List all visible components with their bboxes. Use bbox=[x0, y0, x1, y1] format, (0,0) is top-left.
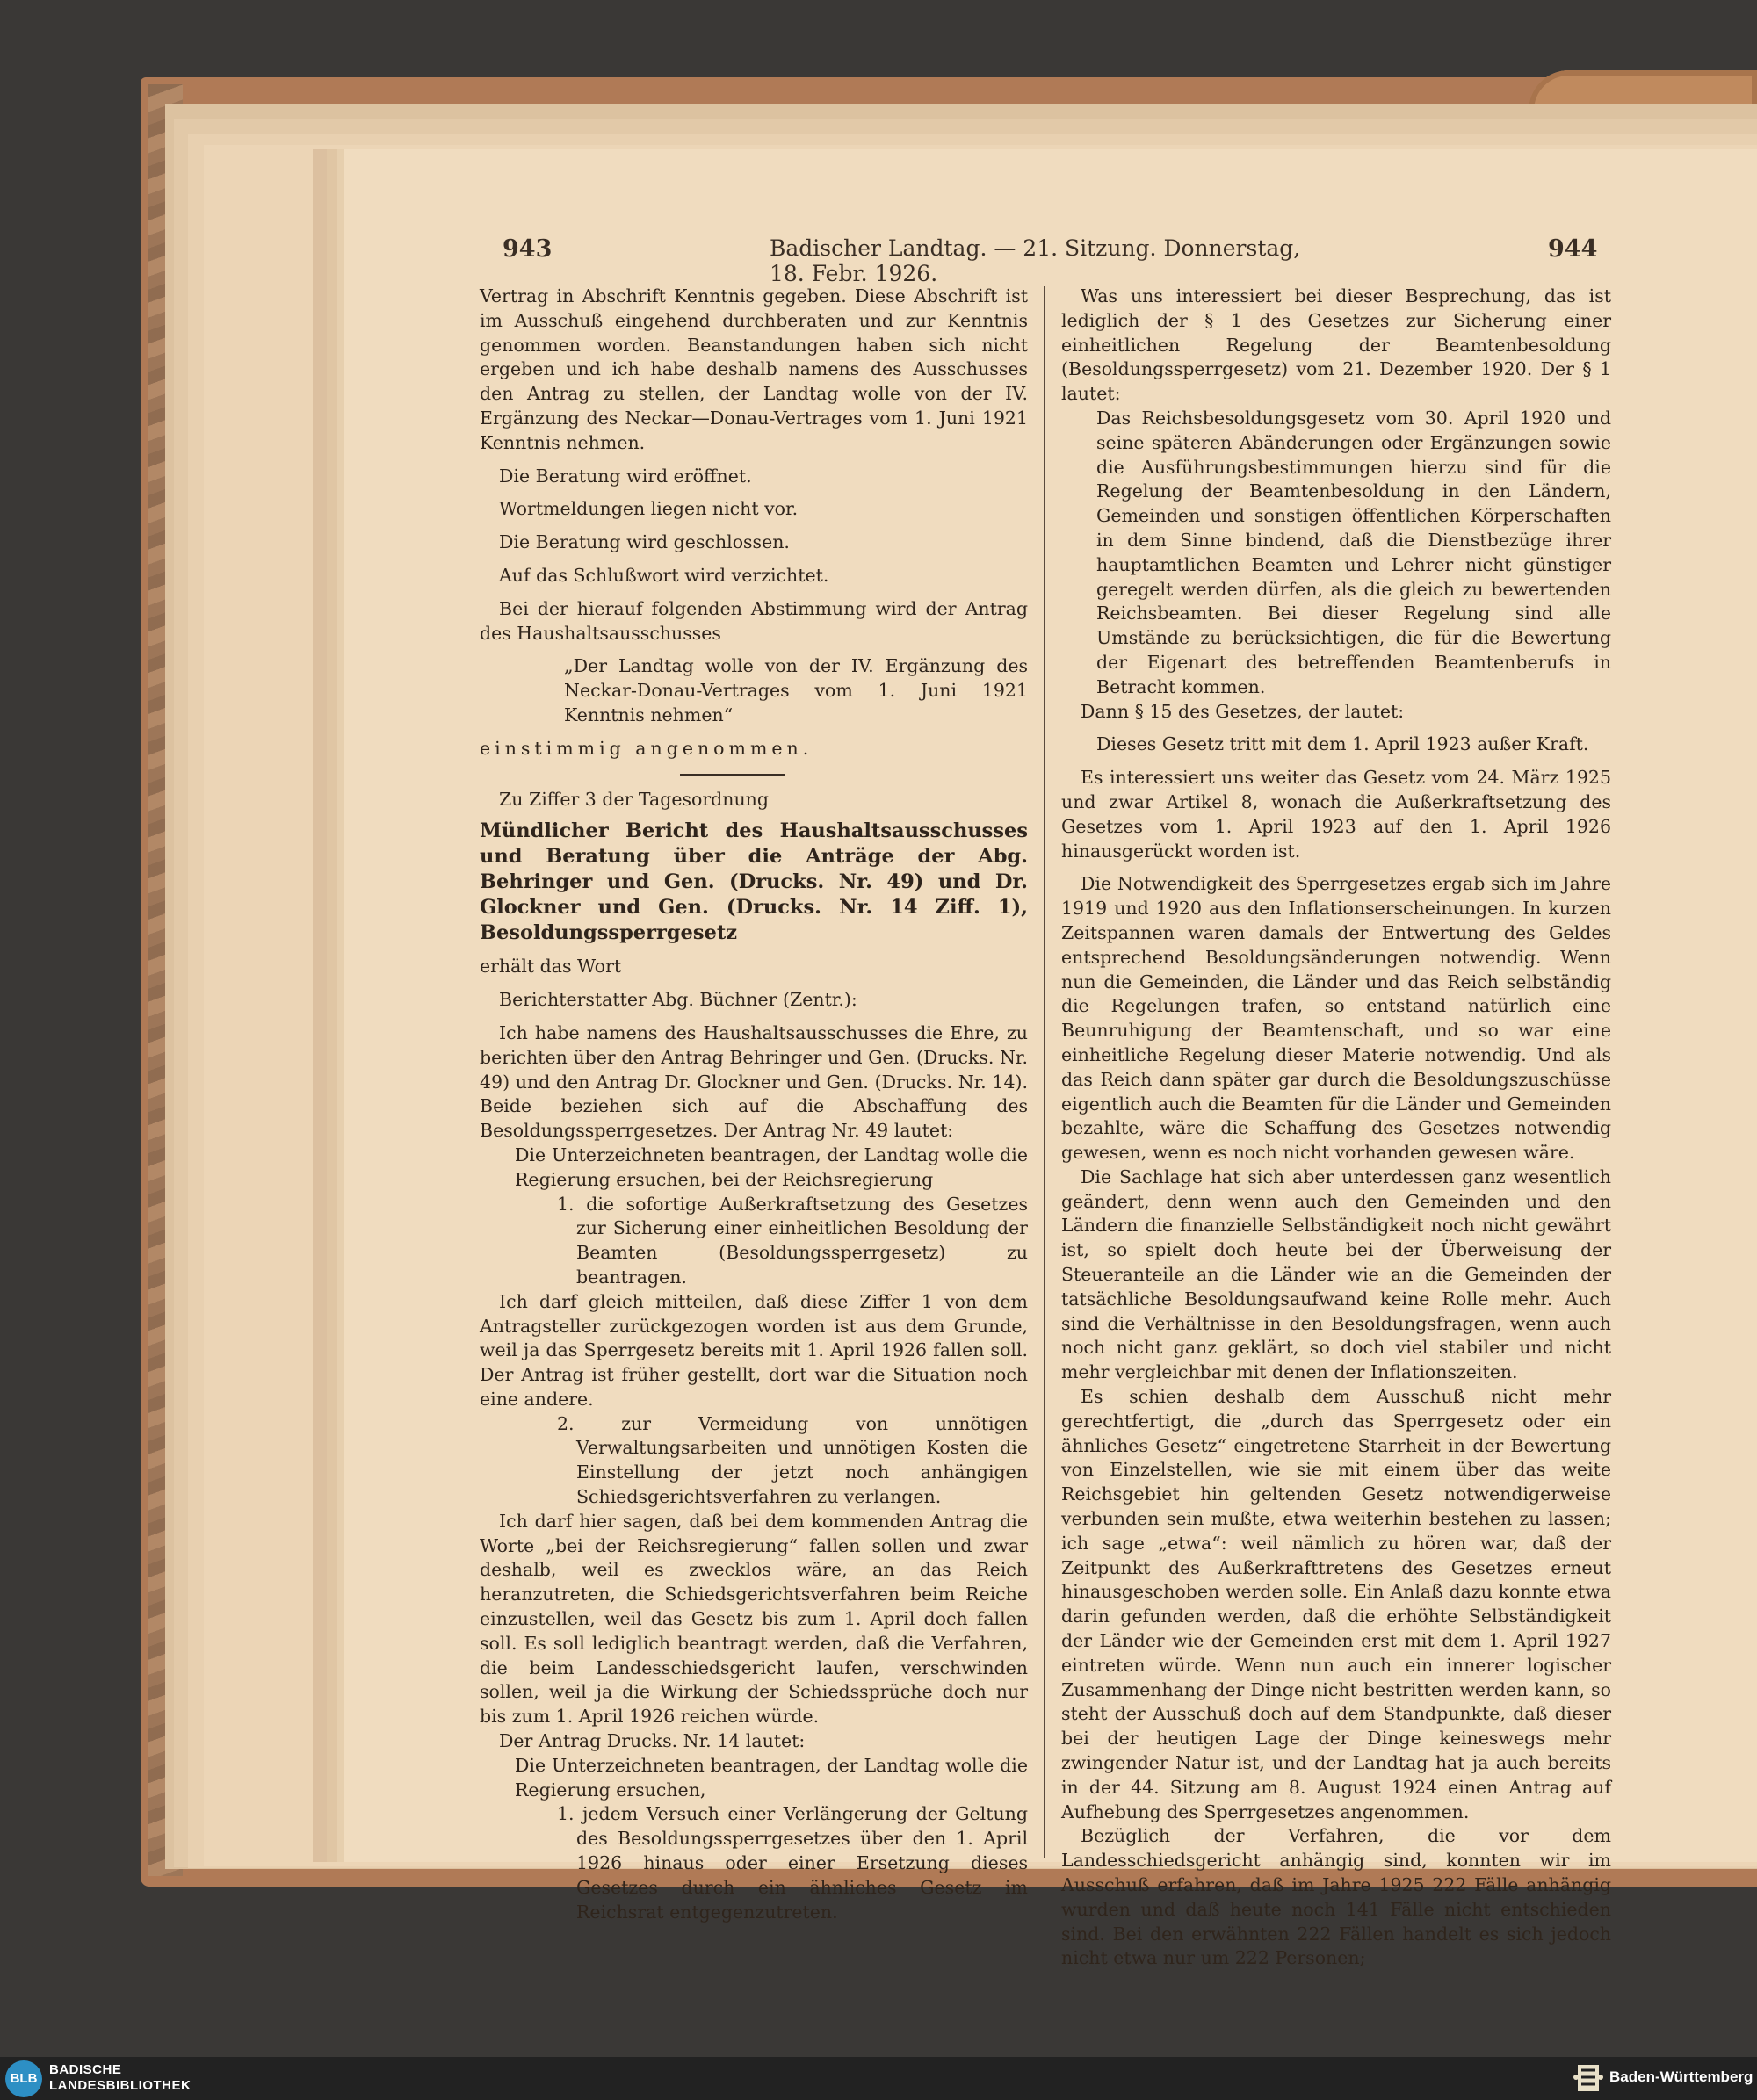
paragraph: Dann § 15 des Gesetzes, der lautet: bbox=[1081, 700, 1405, 722]
blb-logo-icon: BLB bbox=[5, 2060, 42, 2097]
paragraph: Zu Ziffer 3 der Tagesordnung bbox=[499, 788, 769, 810]
column-divider bbox=[1044, 286, 1045, 1858]
paragraph: Vertrag in Abschrift Kenntnis gegeben. Diese Abschrift ist im Ausschuß eingehend durchberaten und zur Kenntnis genommen worden. Beanstandungen haben sich nicht ergeben und ich habe deshalb namens des Ausschusses den Antrag zu stellen, der Landtag wolle von der IV. Ergänzung des Neckar—Donau-Vertrages vom 1. Juni 1921 Kenntnis nehmen. bbox=[480, 285, 1028, 453]
section-heading: Mündlicher Bericht des Haushaltsausschusses und Beratung über die Anträge der Abg. Behringer und Gen. (Drucks. Nr. 49) und Dr. Glockner und Gen. (Drucks. Nr. 14 Ziff. 1), Besoldungssperrgesetz bbox=[480, 819, 1028, 945]
paragraph: Es interessiert uns weiter das Gesetz vom 24. März 1925 und zwar Artikel 8, wonach die Außerkraftsetzung des Gesetzes vom 1. April 1923 auf den 1. April 1926 hinausgerückt worden ist. bbox=[1061, 767, 1611, 862]
running-title: Badischer Landtag. — 21. Sitzung. Donnerstag, 18. Febr. 1926. bbox=[770, 235, 1301, 286]
right-column bbox=[1061, 285, 1611, 1971]
paragraph: Bei der hierauf folgenden Abstimmung wird der Antrag des Haushaltsausschusses bbox=[480, 597, 1028, 644]
numbered-item: 2. zur Vermeidung von unnötigen Verwaltungsarbeiten und unnötigen Kosten die Einstellung der jetzt noch anhängigen Schiedsgerichtsverfahren zu verlangen. bbox=[557, 1412, 1028, 1508]
numbered-item: 1. die sofortige Außerkraftsetzung des Gesetzes zur Sicherung einer einheitlichen Besoldung der Beamten (Besoldungssperrgesetz) zu beantragen. bbox=[557, 1193, 1028, 1288]
paragraph: Die Sachlage hat sich aber unterdessen ganz wesentlich geändert, denn wenn auch den Gemeinden und den Ländern die finanzielle Selbständigkeit noch nicht gewährt ist, so spielt doch heute bei der Überweisung der Steueranteile an die Länder wie an die Gemeinden der tatsächliche Besoldungsaufwand keine Rolle mehr. Auch sind die Verhältnisse in den Besoldungsfragen, wenn auch noch nicht ganz geklärt, so doch viel stabiler und nicht mehr vergleichbar mit denen der Inflationszeiten. bbox=[1061, 1165, 1611, 1383]
paragraph: Ich darf hier sagen, daß bei dem kommenden Antrag die Worte „bei der Reichsregierung“ fallen sollen und zwar deshalb, weil es zwecklos wäre, an das Reich heranzutreten, die Schiedsgerichtsverfahren beim Reiche einzustellen, weil das Gesetz bis zum 1. April doch fallen soll. Es soll lediglich beantragt werden, daß die Verfahren, die beim Landesschiedsgericht laufen, verschwinden sollen, weil ja die Wirkung der Schiedssprüche doch nur bis zum 1. April 1926 reichen würde. bbox=[480, 1510, 1028, 1728]
coat-of-arms-icon bbox=[1573, 2061, 1604, 2096]
footer-bar bbox=[0, 2057, 1757, 2100]
quoted-text: Dieses Gesetz tritt mit dem 1. April 1923 außer Kraft. bbox=[1096, 733, 1589, 755]
numbered-item: 1. jedem Versuch einer Verlängerung der Geltung des Besoldungssperrgesetzes über den 1. April 1926 hinaus oder einer Ersetzung dieses Gesetzes durch ein ähnliches Gesetz im Reichsrat entgegenzutreten. bbox=[557, 1803, 1028, 1923]
paragraph: Der Antrag Drucks. Nr. 14 lautet: bbox=[499, 1730, 806, 1752]
paragraph: Die Beratung wird geschlossen. bbox=[499, 531, 790, 553]
paragraph: Ich darf gleich mitteilen, daß diese Ziffer 1 von dem Antragsteller zurückgezogen worden ist aus dem Grunde, weil ja das Sperrgesetz bereits mit 1. April 1926 fallen soll. Der Antrag ist früher gestellt, dort war die Situation noch eine andere. bbox=[480, 1290, 1028, 1410]
page-number-right: 944 bbox=[1548, 235, 1598, 263]
paragraph: Die Beratung wird eröffnet. bbox=[499, 465, 752, 487]
quoted-text: Das Reichsbesoldungsgesetz vom 30. April 1920 und seine späteren Abänderungen oder Ergänzungen sowie die Ausführungsbestimmungen hierzu sind für die Regelung der Beamtenbesoldung in den Ländern, Gemeinden und sonstigen öffentlichen Körperschaften in dem Sinne bindend, daß die Dienstbezüge ihrer hauptamtlichen Beamten und Lehrer nicht günstiger geregelt werden dürfen, als die gleich zu bewertenden Reichsbeamten. Bei dieser Regelung sind alle Umstände zu berücksichtigen, die für die Bewertung der Eigenart des betreffenden Beamtenberufs in Betracht kommen. bbox=[1096, 407, 1611, 697]
library-name bbox=[49, 2062, 191, 2094]
paragraph: Ich habe namens des Haushaltsausschusses die Ehre, zu berichten über den Antrag Behringer und Gen. (Drucks. Nr. 49) und den Antrag Dr. Glockner und Gen. (Drucks. Nr. 14). Beide beziehen sich auf die Abschaffung des Besoldungssperrgesetzes. Der Antrag Nr. 49 lautet: bbox=[480, 1021, 1028, 1142]
paragraph: erhält das Wort bbox=[480, 956, 622, 978]
quoted-text: Die Unterzeichneten beantragen, der Landtag wolle die Regierung ersuchen, bei der Reichsregierung bbox=[515, 1144, 1028, 1190]
state-name: Baden-Württemberg bbox=[1609, 2068, 1753, 2085]
section-rule bbox=[680, 774, 785, 776]
library-name-line1: BADISCHE bbox=[49, 2062, 122, 2077]
paragraph: Die Notwendigkeit des Sperrgesetzes ergab sich im Jahre 1919 und 1920 aus den Inflationserscheinungen. In kurzen Zeitspannen waren damals der Entwertung des Geldes entsprechend Besoldungsänderungen notwendig. Wenn nun die Gemeinden, die Länder und das Reich selbständig die Regelungen trafen, so entstand natürlich eine Beunruhigung der Beamtenschaft, und so war eine einheitliche Regelung dieser Materie notwendig. Und als das Reich dann später gar durch die Besoldungszuschüsse eigentlich auch die Beamten für die Länder und Gemeinden bezahlte, wäre die Schaffung des Gesetzes notwendig gewesen, wenn es noch nicht vorhanden gewesen wäre. bbox=[1061, 873, 1611, 1164]
paragraph: Es schien deshalb dem Ausschuß nicht mehr gerechtfertigt, die „durch das Sperrgesetz oder ein ähnliches Gesetz“ eingetretene Starrheit in der Bewertung von Einzelstellen, wie sie mit einem über das weite Reichsgebiet hin geltenden Gesetz notwendigerweise verbunden sein mußte, etwa weiterhin bestehen zu lassen; ich sage „etwa“: weil nämlich zu hören war, daß der Zeitpunkt des Außerkrafttretens des Gesetzes erneut hinausgeschoben werden solle. Ein Anlaß dazu konnte etwa darin gefunden werden, daß die erhöhte Selbständigkeit der Länder wie der Gemeinden erst mit dem 1. April 1927 eintreten würde. Wenn nun auch ein innerer logischer Zusammenhang der Dinge nicht bestritten werden kann, so steht der Ausschuß doch auf dem Standpunkte, daß dieser bei der heutigen Lage der Dinge keineswegs mehr zwingender Natur ist, und der Landtag hat ja auch bereits in der 44. Sitzung am 8. August 1924 einen Antrag auf Aufhebung des Sperrgesetzes angenommen. bbox=[1061, 1386, 1611, 1822]
paragraph: Was uns interessiert bei dieser Besprechung, das ist lediglich der § 1 des Gesetzes zur Sicherung einer einheitlichen Regelung der Beamtenbesoldung (Besoldungssperrgesetz) vom 21. Dezember 1920. Der § 1 lautet: bbox=[1061, 285, 1611, 405]
paragraph: Bezüglich der Verfahren, die vor dem Landesschiedsgericht anhängig sind, konnten wir im Ausschuß erfahren, daß im Jahre 1925 222 Fälle anhängig wurden und daß heute noch 141 Fälle nicht entschieden sind. Bei den erwähnten 222 Fällen handelt es sich jedoch nicht etwa nur um 222 Personen; bbox=[1061, 1825, 1611, 1969]
page-number-left: 943 bbox=[503, 235, 553, 263]
paragraph: Berichterstatter Abg. Büchner (Zentr.): bbox=[499, 989, 857, 1011]
quoted-text: Die Unterzeichneten beantragen, der Landtag wolle die Regierung ersuchen, bbox=[515, 1754, 1028, 1801]
left-column bbox=[480, 285, 1028, 1924]
paragraph: Auf das Schlußwort wird verzichtet. bbox=[499, 564, 829, 586]
paragraph: Wortmeldungen liegen nicht vor. bbox=[499, 498, 799, 520]
quoted-text: „Der Landtag wolle von der IV. Ergänzung des Neckar-Donau-Vertrages vom 1. Juni 1921 Kenntnis nehmen“ bbox=[564, 655, 1028, 725]
library-name-line2: LANDESBIBLIOTHEK bbox=[49, 2078, 192, 2093]
paragraph: einstimmig angenommen. bbox=[480, 737, 813, 759]
